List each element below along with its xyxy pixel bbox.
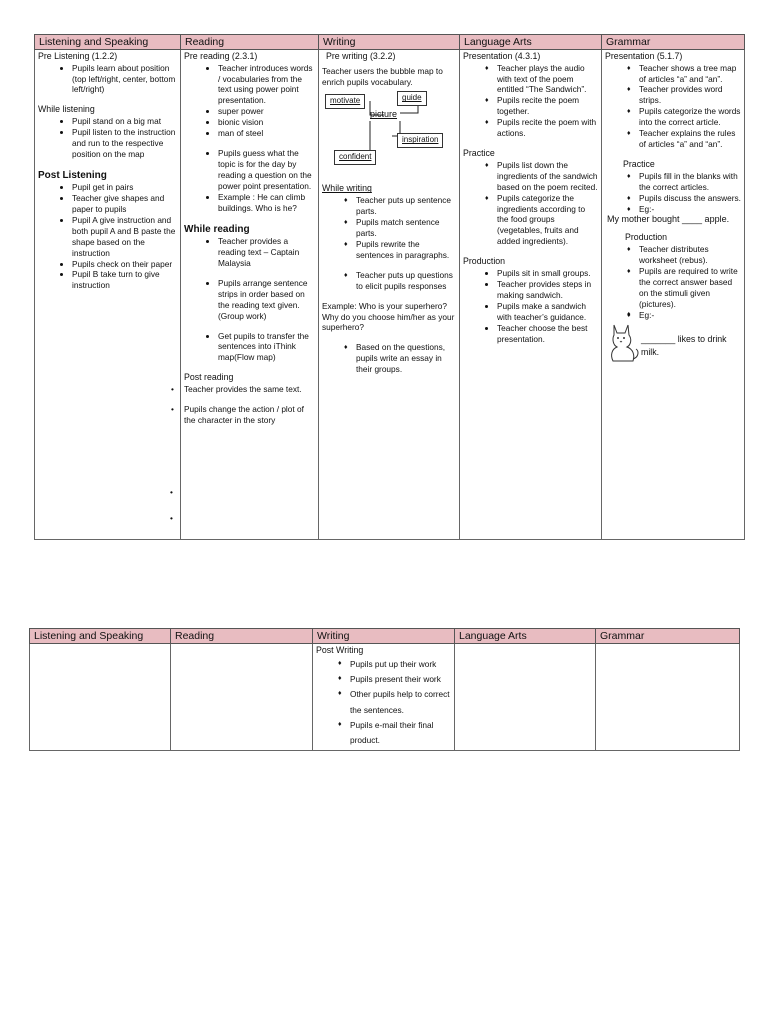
list-item: ♦ Pupils present their work <box>350 672 451 687</box>
post-writing-title: Post Writing <box>316 645 364 655</box>
list-item: • Pupil listen to the instruction and run to the respective position on the map <box>72 127 177 160</box>
cell-listening <box>30 644 171 751</box>
while-listening-list <box>38 116 177 160</box>
list-item: ♦ Based on the questions, pupils write an essay in their groups. <box>356 342 456 375</box>
post-reading-text-2: Pupils change the action / plot of the character in the story <box>184 403 304 425</box>
list-item: ♦ Teacher explains the rules of articles “a” and “an”. <box>639 128 741 150</box>
while-writing-list-2 <box>322 270 456 292</box>
post-listening-list <box>38 182 177 291</box>
list-item: • Pupils check on their paper <box>72 259 177 270</box>
lesson-plan-table-2 <box>29 628 740 751</box>
while-reading-list-1 <box>184 236 315 269</box>
header-grammar: Grammar <box>602 35 745 50</box>
list-item: ♦ Pupils recite the poem together. <box>497 95 598 117</box>
while-listening-title: While listening <box>38 104 95 115</box>
cell-language-arts <box>460 50 602 540</box>
list-item: • Pupils guess what the topic is for the day by reading a question on the power point presentation. <box>218 148 315 192</box>
list-item: ♦ Teacher distributes worksheet (rebus). <box>639 244 741 266</box>
list-item: • Teacher introduces words / vocabularies from the text using power point presentation. <box>218 63 315 107</box>
list-item: ♦ Teacher shows a tree map of articles “a” and “an”. <box>639 63 741 85</box>
pre-writing-title: Pre writing (3.2.2) <box>326 51 396 61</box>
list-item: ♦ Pupils recite the poem with actions. <box>497 117 598 139</box>
while-reading-list-2 <box>184 278 315 322</box>
list-item: ♦ Pupils e-mail their final product. <box>350 718 451 749</box>
cell-language-arts <box>455 644 596 751</box>
list-item: • Pupil A give instruction and both pupil A and B paste the shape based on the instruction <box>72 215 177 259</box>
list-item: ♦ Pupils put up their work <box>350 657 451 672</box>
grammar-presentation-title: Presentation (5.1.7) <box>605 51 683 61</box>
bubble-motivate: motivate <box>325 94 365 109</box>
list-item: ♦ Eg:- <box>639 310 741 321</box>
list-item: ♦ Pupils match sentence parts. <box>356 217 456 239</box>
bullet-icon: • <box>171 383 174 394</box>
while-reading-title: While reading <box>184 223 250 235</box>
cell-grammar <box>596 644 740 751</box>
list-item: • Pupils learn about position (top left/right, center, bottom left/right) <box>72 63 177 96</box>
while-writing-list-1 <box>322 195 456 261</box>
cell-writing <box>313 644 455 751</box>
post-listening-title: Post Listening <box>38 169 107 181</box>
grammar-practice-list <box>605 171 741 215</box>
bullet-icon: • <box>170 487 173 497</box>
list-item: ♦ Pupils categorize the words into the correct article. <box>639 106 741 128</box>
list-item: • man of steel <box>218 128 315 139</box>
list-item: • Pupils make a sandwich with teacher’s guidance. <box>497 301 598 323</box>
la-practice-list <box>463 160 598 248</box>
header-reading: Reading <box>171 629 313 644</box>
header-listening: Listening and Speaking <box>35 35 181 50</box>
post-reading-title: Post reading <box>184 372 234 383</box>
cell-listening <box>35 50 181 540</box>
cell-writing <box>319 50 460 540</box>
header-writing: Writing <box>313 629 455 644</box>
list-item: ♦ Teacher plays the audio with text of the poem entitled “The Sandwich”. <box>497 63 598 96</box>
list-item: • Pupil stand on a big mat <box>72 116 177 127</box>
list-item: ♦ Pupils rewrite the sentences in paragraphs. <box>356 239 456 261</box>
list-item: ♦ Pupils discuss the answers. <box>639 193 741 204</box>
list-item: ♦ Pupils fill in the blanks with the correct articles. <box>639 171 741 193</box>
grammar-production-title: Production <box>625 232 668 243</box>
list-item: • Teacher choose the best presentation. <box>497 323 598 345</box>
list-item: ♦ Teacher puts up sentence parts. <box>356 195 456 217</box>
pre-listening-title: Pre Listening (1.2.2) <box>38 51 118 61</box>
header-writing: Writing <box>319 35 460 50</box>
writing-example-2: Why do you choose him/her as your superhero? <box>322 311 455 333</box>
while-reading-list-3 <box>184 331 315 364</box>
bubble-center-picture: picture <box>370 109 398 120</box>
cell-reading <box>171 50 319 540</box>
grammar-presentation-list <box>605 63 741 151</box>
pre-reading-title: Pre reading (2.3.1) <box>184 51 258 61</box>
la-presentation-title: Presentation (4.3.1) <box>463 51 541 61</box>
header-listening: Listening and Speaking <box>30 629 171 644</box>
la-practice-title: Practice <box>463 148 495 159</box>
post-reading-item-2 <box>171 403 315 426</box>
post-reading-text-1: Teacher provides the same text. <box>184 383 302 394</box>
list-item: • Pupil B take turn to give instruction <box>72 269 177 291</box>
list-item: ♦ Other pupils help to correct the sentences. <box>350 687 451 718</box>
writing-example-1: Example: Who is your superhero? <box>322 300 447 311</box>
bubble-confident: confident <box>334 150 376 165</box>
bullet-icon: • <box>171 403 174 414</box>
while-writing-list-3 <box>322 342 456 375</box>
bullet-icon: • <box>170 513 173 523</box>
list-item: ♦ Teacher puts up questions to elicit pupils responses <box>356 270 456 292</box>
grammar-practice-example: My mother bought ____ apple. <box>607 214 730 225</box>
la-presentation-list <box>463 63 598 140</box>
post-reading-item-1 <box>171 383 315 395</box>
grammar-practice-title: Practice <box>623 159 655 170</box>
pre-reading-list <box>184 63 315 140</box>
list-item: • Pupils arrange sentence strips in order based on the reading text given. (Group work) <box>218 278 315 322</box>
pre-listening-list <box>38 63 177 96</box>
bubble-inspiration: inspiration <box>397 133 443 148</box>
cell-reading <box>171 644 313 751</box>
cat-icon <box>605 321 641 365</box>
grammar-production-example: _______ likes to drink milk. <box>641 333 727 357</box>
content-row <box>30 644 740 751</box>
bubble-guide: guide <box>397 91 427 106</box>
list-item: • Pupils sit in small groups. <box>497 268 598 279</box>
list-item: • Teacher give shapes and paper to pupils <box>72 193 177 215</box>
grammar-production-list <box>605 244 741 321</box>
header-language-arts: Language Arts <box>460 35 602 50</box>
header-row <box>35 35 745 50</box>
list-item: • Get pupils to transfer the sentences into iThink map(Flow map) <box>218 331 315 364</box>
list-item: • Teacher provides steps in making sandwich. <box>497 279 598 301</box>
content-row <box>35 50 745 540</box>
while-writing-title: While writing <box>322 183 372 194</box>
cell-grammar <box>602 50 745 540</box>
list-item: ♦ Pupils are required to write the correct answer based on the stimuli given (pictures). <box>639 266 741 310</box>
header-language-arts: Language Arts <box>455 629 596 644</box>
list-item: ♦ Teacher provides word strips. <box>639 84 741 106</box>
lesson-plan-table-1 <box>34 34 745 540</box>
list-item: ♦ Pupils list down the ingredients of the sandwich based on the poem recited. <box>497 160 598 193</box>
list-item: • super power <box>218 106 315 117</box>
header-reading: Reading <box>181 35 319 50</box>
list-item: • Example : He can climb buildings. Who is he? <box>218 192 315 214</box>
la-production-list <box>463 268 598 345</box>
la-production-title: Production <box>463 256 506 267</box>
list-item: • bionic vision <box>218 117 315 128</box>
rebus-example <box>605 321 741 369</box>
header-grammar: Grammar <box>596 629 740 644</box>
bubble-map <box>322 91 456 183</box>
pre-reading-list-2 <box>184 148 315 214</box>
list-item: ♦ Pupils categorize the ingredients according to the food groups (vegetables, fruits and added ingredients). <box>497 193 598 248</box>
header-row <box>30 629 740 644</box>
list-item: • Teacher provides a reading text – Captain Malaysia <box>218 236 315 269</box>
list-item: ♦ Eg:- <box>639 204 741 215</box>
list-item: • Pupil get in pairs <box>72 182 177 193</box>
post-writing-list <box>316 657 451 749</box>
pre-writing-text: Teacher users the bubble map to enrich pupils vocabulary. <box>322 65 443 87</box>
